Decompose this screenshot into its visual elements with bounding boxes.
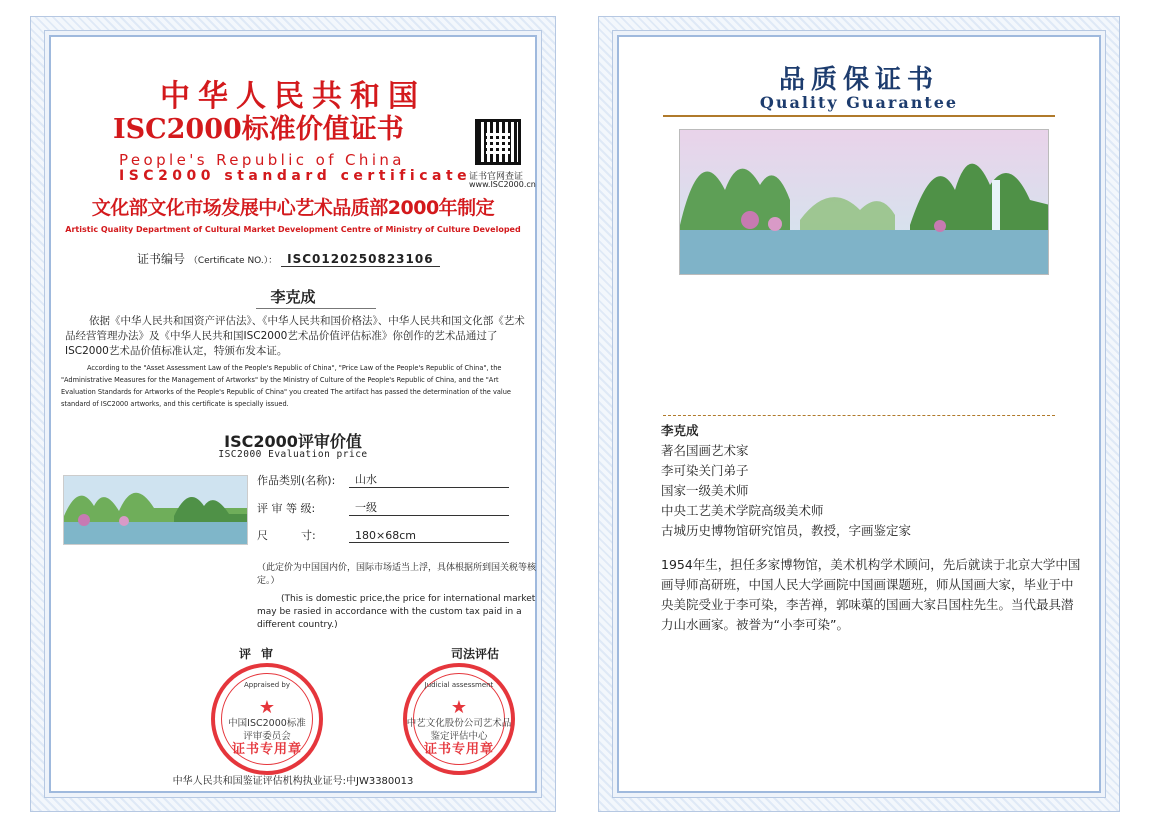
bio-name: 李克成	[661, 423, 699, 438]
artist-bio-paragraph: 1954年生，担任多家博物馆，美术机构学术顾问，先后就读于北京大学中国画导师高研班，中国人民大学画院中国画课题班，师从国画大家，毕业于中央美院受业于李可染，李苦禅，郭味蕖的国画大家吕国柱先生。当代最具潜力山水画家。被誉为“小李可染”。	[661, 557, 1081, 632]
cert-number: ISC0120250823106	[281, 252, 439, 267]
certificate-right-inner	[617, 35, 1101, 793]
evaluation-title: ISC2000评审价值	[224, 432, 362, 451]
qr-url: www.ISC2000.cn	[469, 180, 536, 189]
evaluation-title-en: ISC2000 Evaluation price	[218, 449, 368, 460]
body-text-en: According to the "Asset Assessment Law of the People's Republic of China", "Price Law of the People's Republic of China", the "Administrative Measures for the Management of Artworks" by the Ministry of Culture of the People's Republic of China, and the "Art Evaluation Standards for Artworks of the People's Republic of China" you created The artifact has passed the determination of the value standard of ISC2000 artworks, and this certificate is specially issued.	[61, 364, 511, 408]
star-icon: ★	[258, 697, 276, 718]
stamp-org: 中国ISC2000标准 评审委员会	[228, 718, 306, 742]
signature-appraisal-label: 评审	[239, 647, 284, 661]
artwork-painting	[679, 129, 1049, 275]
artwork-thumbnail	[63, 475, 248, 545]
field-value: 180×68cm	[349, 529, 509, 543]
title-main: ISC2000标准价值证书	[113, 114, 404, 145]
qr-caption: 证书官网查证	[469, 172, 524, 182]
quality-title-cn: 品质保证书	[778, 65, 939, 95]
field-label: 作品类别(名称):	[257, 474, 336, 487]
price-note-en: (This is domestic price,the price for international market may be rasied in accordance with the custom tax paid in a different country.)	[257, 594, 536, 630]
signature-judicial-label: 司法评估	[451, 647, 500, 661]
field-size	[257, 527, 509, 543]
field-label: 评 审 等 级:	[257, 502, 316, 515]
certificate-left-inner	[49, 35, 537, 793]
body-text-cn: 依据《中华人民共和国资产评估法》、《中华人民共和国价格法》、中华人民共和国文化部《艺术品经营管理办法》及《中华人民共和国ISC2000艺术品价值评估标准》你创作的艺术品通过了ISC2000艺术品价值标准认定，特颁布发本证。	[65, 315, 525, 357]
certificate-number-row	[137, 250, 440, 267]
title-divider	[663, 115, 1055, 117]
judicial-stamp-icon	[403, 663, 515, 775]
quality-title-en: Quality Guarantee	[759, 93, 959, 112]
stamp-seal-text: 证书专用章	[423, 742, 494, 757]
bio-line: 古城历史博物馆研究馆员，教授，字画鉴定家	[661, 523, 912, 538]
stamp-seal-text: 证书专用章	[231, 742, 302, 757]
cert-label: 证书编号	[137, 252, 186, 266]
department-en: Artistic Quality Department of Cultural Market Development Centre of Ministry of Culture Developed	[65, 225, 521, 234]
stamp-org: 中艺文化股份公司艺术品 鉴定评估中心	[406, 718, 512, 742]
title-en-2: ISC2000 standard certificate	[119, 168, 472, 184]
cert-label-en: （Certificate NO.）：	[188, 256, 278, 266]
title-en-1: People's Republic of China	[119, 151, 405, 169]
bio-line: 国家一级美术师	[661, 483, 749, 498]
name-underline	[256, 308, 376, 309]
bio-line: 著名国画艺术家	[661, 443, 749, 458]
qr-code-icon	[475, 119, 521, 165]
star-icon: ★	[450, 697, 468, 718]
artist-name: 李克成	[270, 288, 316, 306]
bio-divider	[663, 415, 1055, 416]
department-cn: 文化部文化市场发展中心艺术品质部2000年制定	[91, 197, 495, 219]
artist-bio-list	[661, 421, 1091, 541]
appraisal-stamp-icon	[211, 663, 323, 775]
field-label: 尺 寸:	[257, 529, 316, 542]
field-value: 山水	[349, 471, 509, 488]
price-note-cn: （此定价为中国国内价，国际市场适当上浮，具体根据所到国关税等核定。）	[257, 563, 537, 586]
title-cn: 中华人民共和国	[160, 79, 426, 114]
stamp-label: Appraised by	[244, 681, 290, 689]
field-grade	[257, 499, 509, 516]
field-category	[257, 471, 509, 488]
bio-line: 李可染关门弟子	[661, 463, 749, 478]
bio-line: 中央工艺美术学院高级美术师	[661, 503, 824, 518]
certificate-left	[30, 16, 556, 812]
field-value: 一级	[349, 499, 509, 516]
certificate-right	[598, 16, 1120, 812]
license-footer: 中华人民共和国鉴证评估机构执业证号:中JW3380013	[172, 776, 414, 787]
stamp-label: Judicial assessment	[424, 681, 494, 689]
